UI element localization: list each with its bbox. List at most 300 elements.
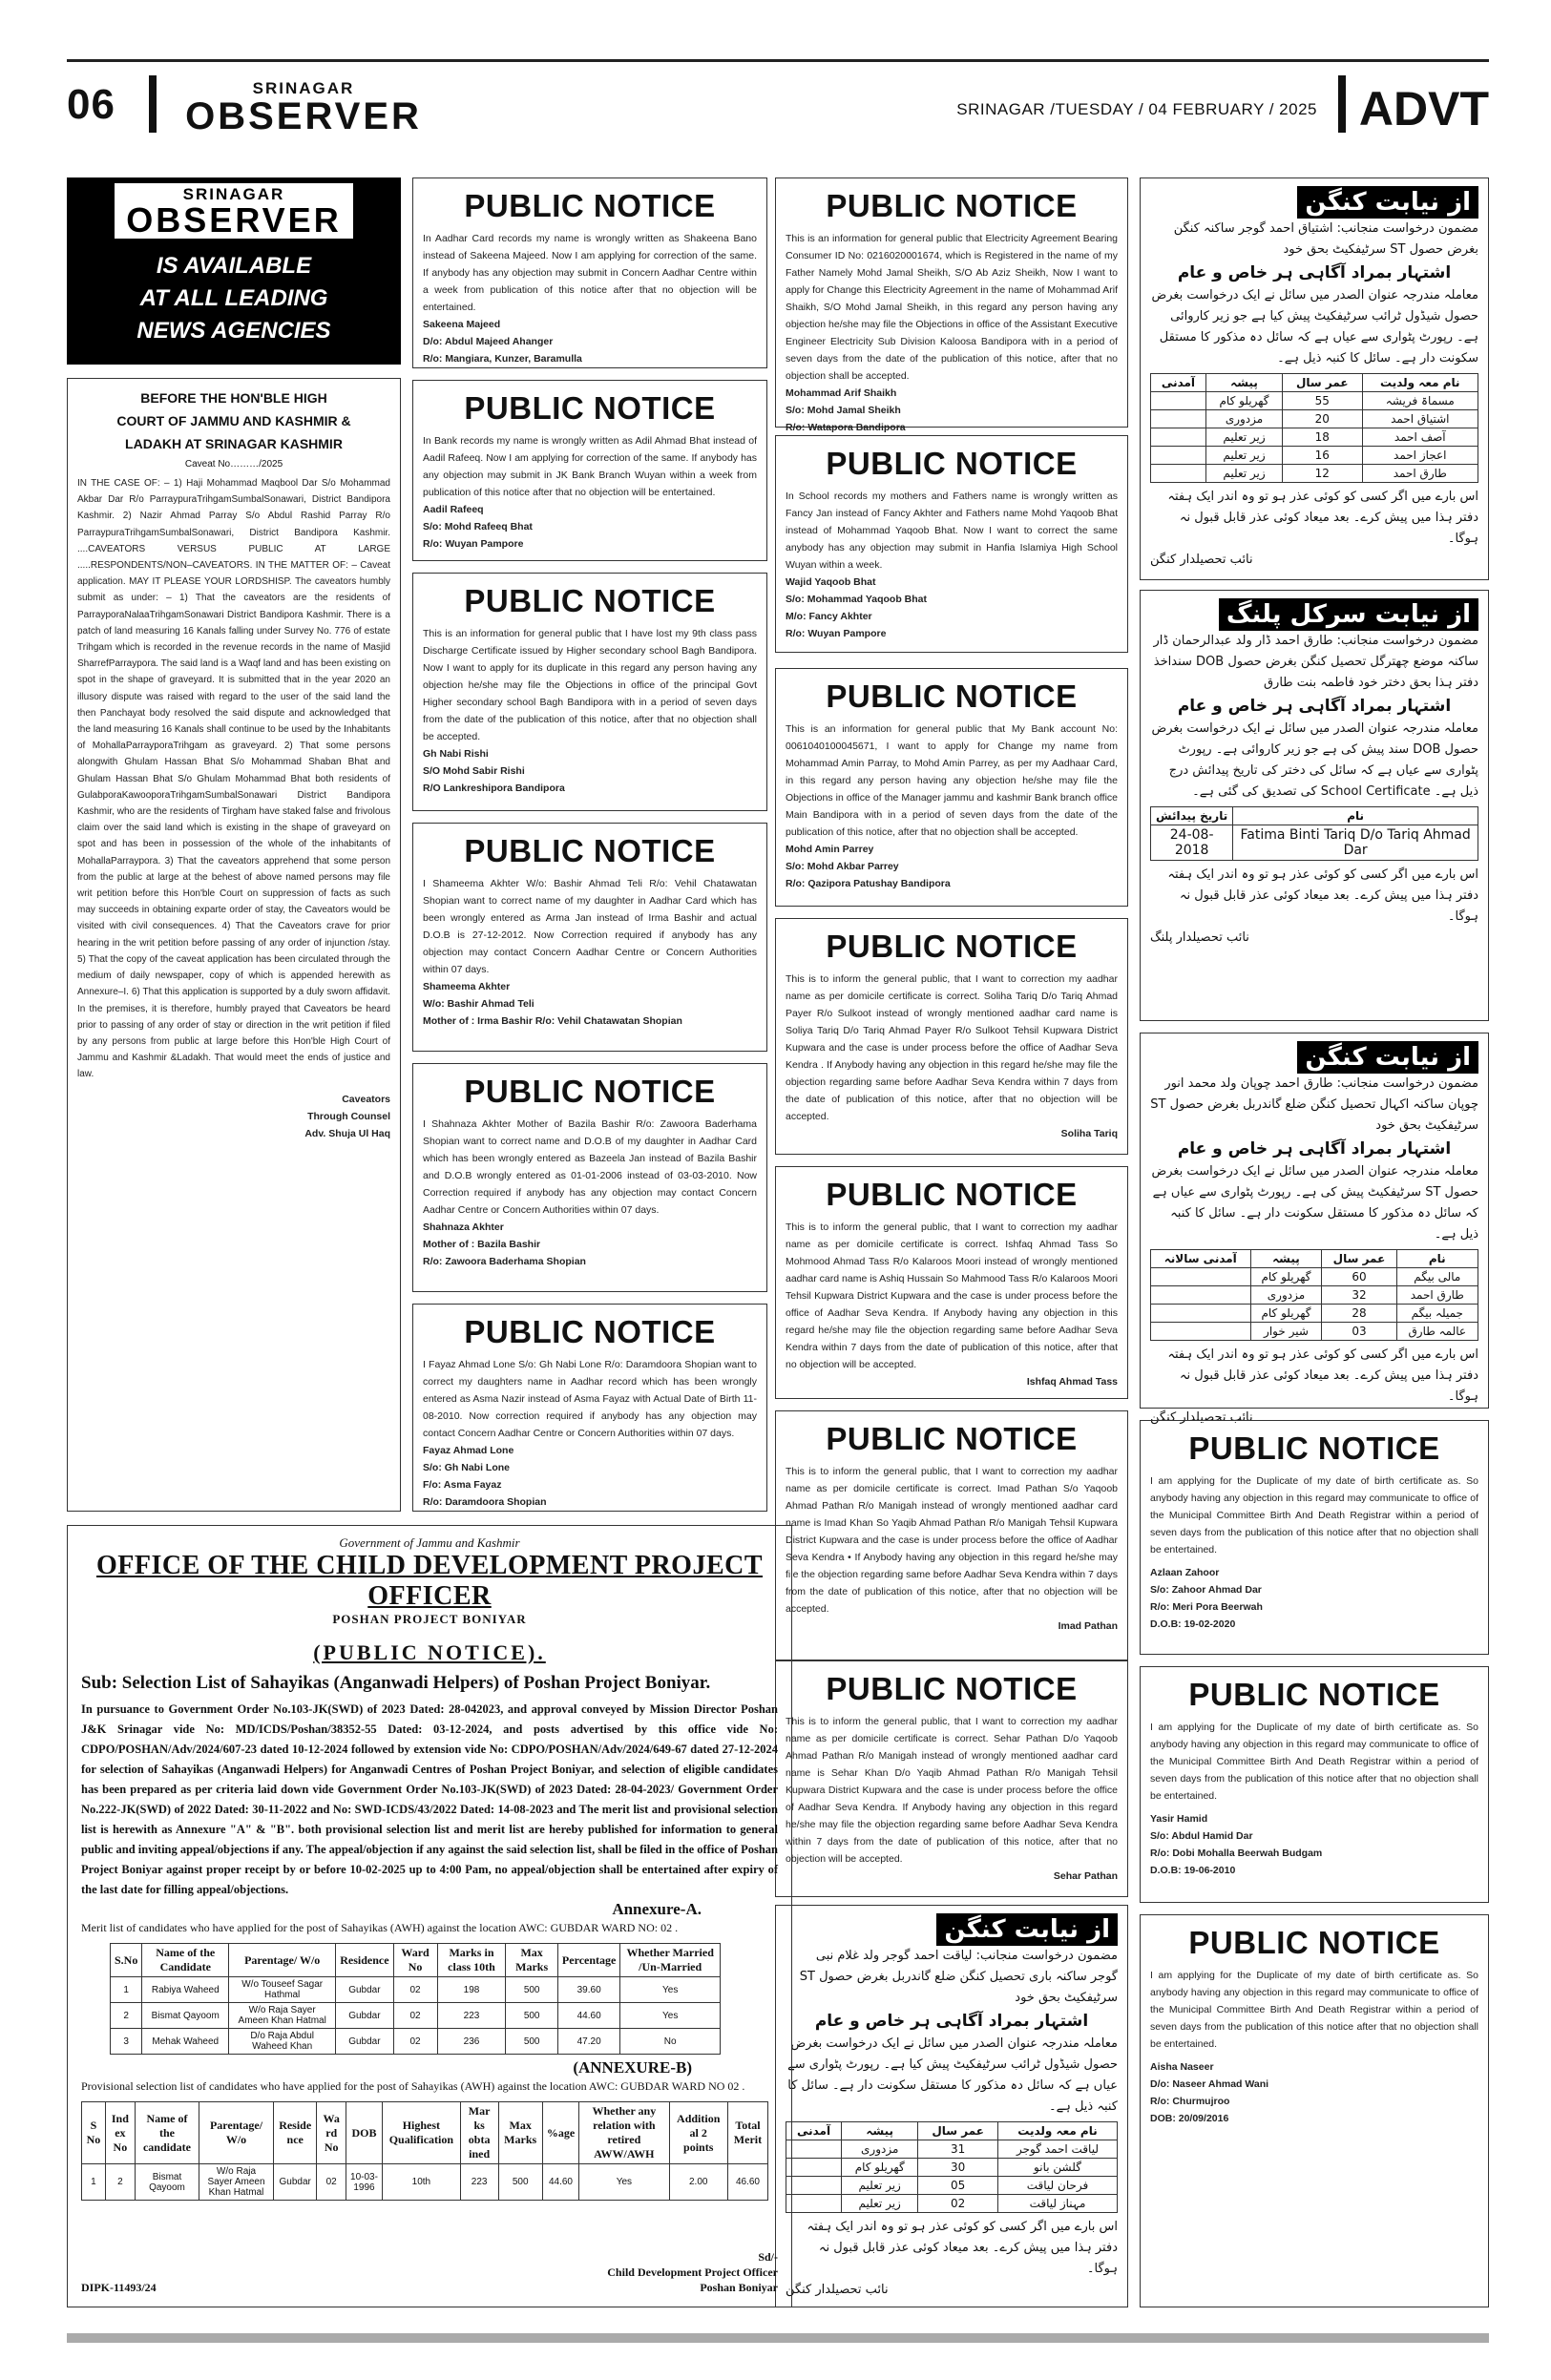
notice-signature: R/o: Wuyan Pampore — [423, 538, 524, 550]
urdu-signature: نائب تحصیلدار کنگن — [1150, 1410, 1253, 1425]
urdu-intro: مضمون درخواست منجانب: طارق احمد ڈار ولد عبدالرحمان ڈار ساکنہ موضع چھترگل تحصیل کنگن بغرض حصول DOB سنداخذ دفتر ہذا بحق دختر خود فاطمہ بنت طارق — [1153, 634, 1478, 690]
table-row — [111, 2029, 721, 2055]
table-row — [1151, 465, 1478, 483]
notice-body: This is to inform the general public, that I want to correction my aadhar name as per domicile certificate is correct. Ishfaq Ahmad Tass So Mohmood Ahmad Tass R/o Kalaroos Moori instead of wrongly mentioned aadhar card name is Ashiq Hussain So Mahmood Tass R/o Kalaroos Moori Tehsil Kupwara District Kupwara and the case is under process before the office of Aadhar Seva Kendra. If Anybody having any objection in this regard he/she may file the objection regarding same before Aadhar Seva Kendra within 7 days from the date of publication of this notice, after that no objection will be accepted. — [786, 1221, 1118, 1370]
table-header: Parentage/ W/o — [199, 2102, 274, 2164]
table-cell: 2 — [111, 2003, 142, 2029]
court-heading: BEFORE THE HON'BLE HIGH — [140, 390, 327, 406]
notice-signature: S/o: Mohd Jamal Sheikh — [786, 405, 901, 416]
notice-title: PUBLIC NOTICE — [464, 390, 716, 426]
notice-title: PUBLIC NOTICE — [464, 1314, 716, 1349]
notice-signature: R/o: Mangiara, Kunzer, Baramulla — [423, 353, 582, 365]
urdu-heading: اشتہار بمراد آگاہی ہر خاص و عام — [1177, 697, 1452, 716]
urdu-notice — [775, 1905, 1128, 2307]
table-cell: Yes — [620, 2003, 721, 2029]
table-cell: Gubdar — [336, 2029, 393, 2055]
table-cell: عالمہ طارق — [1396, 1323, 1478, 1341]
urdu-signature: نائب تحصیلدار پلنگ — [1150, 930, 1249, 945]
table-row — [1151, 447, 1478, 465]
table-cell: Mehak Waheed — [142, 2029, 229, 2055]
notice-signature: R/o: Churmujroo — [1150, 2096, 1230, 2107]
table-cell: گلشن بانو — [997, 2159, 1117, 2177]
notice-subject: Sub: Selection List of Sahayikas (Anganwadi Helpers) of Poshan Project Boniyar. — [81, 1673, 711, 1693]
table-cell: 198 — [437, 1977, 506, 2003]
table-cell — [1151, 1305, 1251, 1323]
table-header: Ward No — [393, 1944, 437, 1977]
table-header: DOB — [346, 2102, 382, 2164]
notice-signature: R/o: Watapora Bandipora — [786, 422, 906, 433]
table-row — [786, 2140, 1118, 2159]
table-cell — [786, 2140, 842, 2159]
table-header: Parentage/ W/o — [229, 1944, 336, 1977]
table-cell: 60 — [1322, 1268, 1396, 1286]
notice-signature: D/o: Naseer Ahmad Wani — [1150, 2078, 1269, 2090]
public-notice — [412, 1304, 767, 1512]
table-header: آمدنی سالانہ — [1151, 1250, 1251, 1268]
notice-body: I Shameema Akhter W/o: Bashir Ahmad Teli R/o: Vehil Chatawatan Shopian want to correct name of my daughter in Aadhar Card which has been wrongly entered as Arma Jan instead of Irma Bashir and actual D.O.B is 27-12-2012. Now Correction required if anybody has any objection may contact Concern Aadhar Centre or Concern Authorities within 07 days. — [423, 878, 757, 975]
urdu-family-table — [1150, 1249, 1478, 1341]
table-cell: 2 — [105, 2164, 135, 2201]
table-cell: 28 — [1322, 1305, 1396, 1323]
table-header: Name of the Candidate — [142, 1944, 229, 1977]
table-cell — [1151, 1268, 1251, 1286]
promo-line: IS AVAILABLE — [156, 253, 312, 279]
table-cell: Bismat Qayoom — [142, 2003, 229, 2029]
urdu-footer: اس بارے میں اگر کسی کو کوئی عذر ہو تو وہ اندر ایک ہفتہ دفتر ہذا میں پیش کرے۔ بعد میعاد کوئی عذر قابل قبول نہ ہوگا۔ — [1167, 867, 1478, 924]
notice-signature: D/o: Abdul Majeed Ahanger — [423, 336, 554, 347]
table-cell: 24-08-2018 — [1151, 825, 1233, 861]
table-cell: 47.20 — [557, 2029, 619, 2055]
notice-signature: Shahnaza Akhter — [423, 1221, 504, 1233]
urdu-family-table — [786, 2121, 1118, 2213]
notice-signature: Azlaan Zahoor — [1150, 1567, 1220, 1578]
table-header: S.No — [111, 1944, 142, 1977]
caveat-body: IN THE CASE OF: – 1) Haji Mohammad Maqbool Dar S/o Mohammad Akbar Dar R/o ParraypuraTrihgamSumbalSonawari, District Bandipora Kashmir. 2) Nazir Ahmad Parray S/o Abdul Rashid Parray R/o ParraypuraTrihgamSumbalSonawari, District Bandipora Kashmir. ....CAVEATORS VERSUS PUBLIC AT LARGE .....RESPONDENTS/NON–CAVEATORS. IN THE MATTER OF: – Caveat application. MAY IT PLEASE YOUR LORDSHISP. The caveators humbly submit as under: – 1) That the caveators are the residents of ParrayporaNalaaTrihgamSonawari District Bandipora Kashmir. There is a patch of land measuring 16 Kanals falling under Survey No. 776 of estate Trihgam which is recorded in the revenue records in the name of Masjid SharrefParraypora. The said land is a Waqf land and has been existing on spot in the shape of graveyard. It is submitted that in the year 2020 an illusory dispute was raised with regard to the user of the said land the then Panchayat body resolved the said dispute and acknowledged that the land measuring 16 Kanals shall continue to be used by the Inhabitants of MohallaParrayporaTrihgam as graveyard. 2) That some persons alongwith Ghulam Hassan Bhat S/o Mohammad Shaban Bhat and Ghulam Hassan Bhat S/o Ghulam Mohammad Bhat both residents of GulabporaKawooporaTrihgamSumbalSonawari District Bandipora Kashmir, who are the residents of Tirgham have staked false and frivolous claim over the said land which is existing in the shape of graveyard on spot and has been in possession of the whole of the inhabitants of MohallaParraypora. 3) That the caveators apprehend that some person from the public at large at the behest of above named persons may file writ petition before this Hon'ble Court on suppression of facts as such may succeeds in obtaining exparte order of stay, the Caveators would be visited with civil consequences. 4) That the Caveators crave for prior hearing in the writ petition before passing of any order of injunction /stay. 5) That the copy of the caveat application has been circulated through the medium of daily newspaper, copy of which is appended herewith as Annexure–I. 6) That this application is supported by a duly sworn affidavit. In the premises, it is therefore, humbly prayed that Caveators be heard prior to passing of any order of stay or direction in the writ petition if filed by any persons from public at large before this Hon'ble High Court of Jammu and Kashmir &Ladakh. That would meet the ends of justice and law. — [77, 478, 390, 1080]
table-row — [1151, 392, 1478, 410]
table-cell: طارق احمد — [1396, 1286, 1478, 1305]
table-cell: Bismat Qayoom — [135, 2164, 199, 2201]
section-label: ADVT — [1358, 82, 1489, 136]
notice-signature: D.O.B: 19-06-2010 — [1150, 1865, 1236, 1876]
table-cell: No — [620, 2029, 721, 2055]
merit-line: Merit list of candidates who have applied for the post of Sahayikas (AWH) against the location AWC: GUBDAR WARD NO: 02 . — [81, 1921, 679, 1934]
signature-line: Through Counsel — [307, 1110, 390, 1122]
table-header: Name of the candidate — [135, 2102, 199, 2164]
brand-logo — [179, 79, 428, 135]
urdu-notice-title: از نیابت کنگن — [1297, 186, 1478, 219]
public-notice — [412, 177, 767, 368]
notice-signature: DOB: 20/09/2016 — [1150, 2113, 1229, 2124]
notice-body: In Aadhar Card records my name is wrongly written as Shakeena Bano instead of Sakeena Majeed. Now I am applying for correction of the same. If anybody has any objection may submit in Concern Aadhar Centre within a week from publication of this notice after that no objection will be entertained. — [423, 233, 757, 313]
brand-name: OBSERVER — [185, 95, 422, 137]
notice-signature: R/o: Qazipora Patushay Bandipora — [786, 878, 951, 889]
notice-signature: Ishfaq Ahmad Tass — [1026, 1376, 1118, 1388]
table-row — [1151, 1323, 1478, 1341]
table-cell: 02 — [393, 2029, 437, 2055]
table-cell: 05 — [918, 2177, 998, 2195]
urdu-footer: اس بارے میں اگر کسی کو کوئی عذر ہو تو وہ اندر ایک ہفتہ دفتر ہذا میں پیش کرے۔ بعد میعاد کوئی عذر قابل قبول نہ ہوگا۔ — [1167, 490, 1478, 546]
table-header: پیشہ — [1250, 1250, 1322, 1268]
table-cell: 55 — [1283, 392, 1363, 410]
notice-title: PUBLIC NOTICE — [464, 833, 716, 868]
table-cell: 46.60 — [727, 2164, 767, 2201]
notice-signature: Aisha Naseer — [1150, 2061, 1214, 2073]
table-cell: W/o Raja Sayer Ameen Khan Hatmal — [229, 2003, 336, 2029]
notice-signature: Imad Pathan — [1058, 1620, 1118, 1632]
table-cell: 500 — [498, 2164, 542, 2201]
public-notice — [775, 177, 1128, 433]
notice-title: PUBLIC NOTICE — [464, 1074, 716, 1109]
notice-signature: R/o: Dobi Mohalla Beerwah Budgam — [1150, 1848, 1323, 1859]
notice-signature: Yasir Hamid — [1150, 1813, 1208, 1825]
table-cell — [1151, 1323, 1251, 1341]
notice-signature: F/o: Asma Fayaz — [423, 1479, 502, 1491]
table-cell: Gubdar — [336, 1977, 393, 2003]
table-cell: مزدوری — [1205, 410, 1282, 428]
table-cell: 236 — [437, 2029, 506, 2055]
table-row — [111, 1977, 721, 2003]
notice-title: PUBLIC NOTICE — [464, 583, 716, 618]
notice-body: I am applying for the Duplicate of my date of birth certificate as. So anybody having any objection in this regard may communicate to office of the Municipal Committee Birth And Death Registrar within a period of seven days from the publication of this notice after that no objection shall be entertained. — [1150, 1475, 1478, 1555]
urdu-signature: نائب تحصیلدار کنگن — [786, 2283, 889, 2297]
table-cell: 12 — [1283, 465, 1363, 483]
urdu-heading: اشتہار بمراد آگاہی ہر خاص و عام — [1177, 263, 1452, 282]
table-cell: Gubdar — [336, 2003, 393, 2029]
table-header: Whether Married /Un-Married — [620, 1944, 721, 1977]
court-heading: LADAKH AT SRINAGAR KASHMIR — [125, 436, 343, 451]
table-cell: گھریلو کام — [842, 2159, 918, 2177]
urdu-notice-title: از نیابت کنگن — [1297, 1041, 1478, 1074]
notice-signature: R/o: Zawoora Baderhama Shopian — [423, 1256, 586, 1267]
urdu-footer: اس بارے میں اگر کسی کو کوئی عذر ہو تو وہ اندر ایک ہفتہ دفتر ہذا میں پیش کرے۔ بعد میعاد کوئی عذر قابل قبول نہ ہوگا۔ — [1167, 1347, 1478, 1404]
table-cell: مزدوری — [842, 2140, 918, 2159]
table-cell: طارق احمد — [1362, 465, 1478, 483]
table-cell: Rabiya Waheed — [142, 1977, 229, 2003]
notice-signature: Sakeena Majeed — [423, 319, 501, 330]
notice-body: I Shahnaza Akhter Mother of Bazila Bashir R/o: Zawoora Baderhama Shopian want to correct name and D.O.B of my daughter in Aadhar Card which has been wrongly entered as Bazeela Jan instead of Bazila Bashir and D.O.B wrongly entered as 01-01-2006 instead of 03-03-2010. Now Correction required if anybody has any objection may contact Concern Aadhar Centre or Concern Authorities within 07 days. — [423, 1118, 757, 1216]
masthead — [67, 59, 1489, 141]
table-row — [1151, 1286, 1478, 1305]
urdu-notice — [1140, 177, 1489, 580]
public-notice — [775, 918, 1128, 1155]
promo-small: SRINAGAR — [182, 185, 285, 203]
urdu-notice — [1140, 590, 1489, 1021]
signature-line: Caveators — [342, 1093, 390, 1105]
public-notice — [775, 1660, 1128, 1897]
table-cell: 02 — [317, 2164, 346, 2201]
table-cell: Fatima Binti Tariq D/o Tariq Ahmad Dar — [1233, 825, 1478, 861]
notice-signature: Wajid Yaqoob Bhat — [786, 576, 876, 588]
table-cell — [1151, 392, 1206, 410]
notice-body: This is an information for general public that I have lost my 9th class pass Discharge Certificate issued by Higher secondary school Bagh Bandipora. Now I want to apply for its duplicate in this regard any person having any objection he/she may file the Objections in office of the principal Govt Higher secondary school Bagh Bandipora with in a period of seven days from the date of the publication of this notice, after that no objection shall be accepted. — [423, 628, 757, 742]
notice-signature: Mohammad Arif Shaikh — [786, 387, 897, 399]
table-header: Wa rd No — [317, 2102, 346, 2164]
table-cell — [1151, 410, 1206, 428]
table-cell: 02 — [393, 2003, 437, 2029]
table-cell: زیر تعلیم — [842, 2177, 918, 2195]
urdu-body: معاملہ مندرجہ عنوان الصدر میں سائل نے ایک درخواست بغرض حصول شیڈول ٹرائب سرٹیفکیٹ پیش کیا ہے۔ رپورٹ پٹواری سے عیاں ہے کہ سائل دہ مذکور کا مستقل سکونت دار ہے۔ سائل کا کنبہ ذیل ہے۔ — [787, 2036, 1118, 2114]
notice-signature: D.O.B: 19-02-2020 — [1150, 1618, 1236, 1630]
table-cell — [786, 2177, 842, 2195]
table-cell: W/o Raja Sayer Ameen Khan Hatmal — [199, 2164, 274, 2201]
table-row — [1151, 410, 1478, 428]
notice-signature: Mother of : Bazila Bashir — [423, 1239, 541, 1250]
table-cell: 44.60 — [557, 2003, 619, 2029]
urdu-footer: اس بارے میں اگر کسی کو کوئی عذر ہو تو وہ اندر ایک ہفتہ دفتر ہذا میں پیش کرے۔ بعد میعاد کوئی عذر قابل قبول نہ ہوگا۔ — [807, 2220, 1118, 2276]
public-notice — [775, 1410, 1128, 1660]
table-header: Whether any relation with retired AWW/AWH — [579, 2102, 669, 2164]
table-cell: لیاقت احمد گوجر — [997, 2140, 1117, 2159]
notice-title: PUBLIC NOTICE — [826, 446, 1078, 481]
notice-signature: R/o: Daramdoora Shopian — [423, 1496, 547, 1508]
notice-signature: S/o: Abdul Hamid Dar — [1150, 1830, 1253, 1842]
table-row — [786, 2159, 1118, 2177]
notice-body: I am applying for the Duplicate of my date of birth certificate as. So anybody having any objection in this regard may communicate to office of the Municipal Committee Birth And Death Registrar within a period of seven days from the publication of this notice after that no objection shall be entertained. — [1150, 1970, 1478, 2050]
table-cell: مہناز لیاقت — [997, 2195, 1117, 2213]
selection-list-table — [81, 2101, 768, 2201]
urdu-body: معاملہ مندرجہ عنوان الصدر میں سائل نے ایک درخواست بغرض حصول DOB سند پیش کی ہے جو زیر کاروائی ہے۔ رپورٹ پٹواری سے عیاں ہے کہ سائل کی دختر کی تاریخ پیدائش درج ذیل ہے۔ School Certificate کی تصدیق کی گئی ہے۔ — [1151, 721, 1478, 799]
table-header: عمر سال — [1322, 1250, 1396, 1268]
notice-body: I am applying for the Duplicate of my date of birth certificate as. So anybody having any objection in this regard may communicate to office of the Municipal Committee Birth And Death Registrar within a period of seven days from the publication of this notice after that no objection shall be entertained. — [1150, 1722, 1478, 1802]
table-row — [786, 2177, 1118, 2195]
notice-signature: Shameema Akhter — [423, 981, 511, 992]
notice-title: PUBLIC NOTICE — [826, 188, 1078, 223]
table-header: آمدنی — [786, 2122, 842, 2140]
table-header: آمدنی — [1151, 374, 1206, 392]
notice-signature: S/o: Mohammad Yaqoob Bhat — [786, 594, 927, 605]
urdu-notice — [1140, 1033, 1489, 1425]
notice-body: In pursuance to Government Order No.103-JK(SWD) of 2023 Dated: 28-042023, and approval conveyed by Mission Director Poshan J&K Srinagar vide No: MD/ICDS/Poshan/38352-55 Dated: 03-12-2024, and posts advertised by this office vide No: CDPO/POSHAN/Adv/2024/607-23 dated 10-12-2024 followed by extension vide No: CDPO/POSHAN/Adv/2024/649-67 dated 27-12-2024 for selection of Sahayikas (Anganwadi Helpers) for Anganwadi Centres of Poshan Project Boniyar, and selection of eligible candidates has been prepared as per criteria laid down vide Government Order No.103-JK(SWD) of 2023 Dated: 28-04-2023/ Government Order No.222-JK(SWD) of 2022 Dated: 30-11-2022 and No: SWD-ICDS/43/2022 Dated: 14-08-2023 and The merit list and provisional selection list is herewith as Annexure "A" & "B". both provisional selection list and merit list are hereby published for information to general public and inviting appeal/objections if any. The appeal/objection if any against the said selection list, shall be filed in the office of Poshan Project Boniyar against proper receipt by or before 10-02-2025 up to 4:00 Pam, no appeal/objection shall be entertained after expiry of the last date for filling appeal/objections. — [81, 1702, 778, 1896]
public-notice — [412, 380, 767, 561]
table-header: عمر سال — [1283, 374, 1363, 392]
table-cell: 18 — [1283, 428, 1363, 447]
table-header: تاریخ پیدائش — [1151, 807, 1233, 825]
table-row — [1151, 1305, 1478, 1323]
notice-body: This is to inform the general public, that I want to correction my aadhar name as per domicile certificate is correct. Imad Pathan S/o Yaqoob Ahmad Pathan R/o Manigah instead of wrongly mentioned aadhar card name is Imad Khan So Yaqib Ahmad Pathan R/o Manigah Tehsil Kupwara District Kupwara and the case is under process before the office of Aadhar Seva Kendra • If Anybody having any objection in this regard he/she may file the objection regarding same before Aadhar Seva Kendra within 7 days from the date of publication of this notice, after that no objection will be accepted. — [786, 1466, 1118, 1615]
notice-title: PUBLIC NOTICE — [1188, 1925, 1440, 1960]
table-header: Marks in class 10th — [437, 1944, 506, 1977]
table-header: Max Marks — [506, 1944, 558, 1977]
notice-body: This is an information for general public that My Bank account No: 0061040100045671, I want to apply for Change my name from Mohammad Amin Parray, to Mohd Amin Parrey, as per my Aadhaar Card, in this regard any person having any objection he/she may file the Objections in office of the Manager jammu and kashmir Bank branch office Main Bandipora with in a period of seven days from the date of the publication of this notice, after that no objection shall be accepted. — [786, 723, 1118, 838]
table-cell: 223 — [437, 2003, 506, 2029]
notice-title: PUBLIC NOTICE — [826, 929, 1078, 964]
notice-title: PUBLIC NOTICE — [826, 679, 1078, 714]
notice-title: PUBLIC NOTICE — [826, 1421, 1078, 1456]
table-cell: 02 — [918, 2195, 998, 2213]
table-header: Residence — [336, 1944, 393, 1977]
annexure-b-label: (ANNEXURE-B) — [573, 2058, 692, 2077]
table-header: Reside nce — [273, 2102, 317, 2164]
table-header: Total Merit — [727, 2102, 767, 2164]
table-cell: 44.60 — [542, 2164, 578, 2201]
table-cell: Yes — [620, 1977, 721, 2003]
signature-office: Poshan Boniyar — [700, 2281, 778, 2294]
table-header: پیشہ — [1205, 374, 1282, 392]
table-cell: 30 — [918, 2159, 998, 2177]
public-notice — [775, 435, 1128, 653]
notice-body: In Bank records my name is wrongly written as Adil Ahmad Bhat instead of Aadil Rafeeq. Now I am applying for correction of the same. If anybody has any objection may submit in JK Bank Branch Wuyan within a week from publication of this notice after that no objection will be entertained. — [423, 435, 757, 498]
table-header: %age — [542, 2102, 578, 2164]
public-notice — [1140, 1420, 1489, 1655]
provisional-line: Provisional selection list of candidates who have applied for the post of Sahayikas (AWH) against the location AWC: GUBDAR WARD NO 02 . — [81, 2079, 745, 2093]
notice-signature: S/O Mohd Sabir Rishi — [423, 765, 525, 777]
table-cell — [786, 2159, 842, 2177]
table-cell: مزدوری — [1250, 1286, 1322, 1305]
table-row — [1151, 428, 1478, 447]
public-notice — [412, 1063, 767, 1292]
notice-signature: M/o: Fancy Akhter — [786, 611, 872, 622]
urdu-heading: اشتہار بمراد آگاہی ہر خاص و عام — [1177, 1139, 1452, 1159]
merit-list-table — [110, 1943, 721, 2055]
public-notice — [412, 823, 767, 1052]
table-cell: آصف احمد — [1362, 428, 1478, 447]
notice-signature: Gh Nabi Rishi — [423, 748, 489, 760]
urdu-notice-title: از نیابت کنگن — [936, 1913, 1118, 1946]
footer-bar — [67, 2333, 1489, 2343]
table-header: Percentage — [557, 1944, 619, 1977]
table-header: نام — [1396, 1250, 1478, 1268]
table-header: S No — [82, 2102, 106, 2164]
table-cell: زیر تعلیم — [1205, 447, 1282, 465]
notice-body: In School records my mothers and Fathers name is wrongly written as Fancy Jan instead of Fancy Akhter and Fathers name Mohd Yaqoob Bhat instead of Mohammad Yaqoob Bhat. Now I want to correct the same anybody has any objection may submit in Hanfia Islamiya High School Wuyan within a week. — [786, 491, 1118, 571]
urdu-notice-title: از نیابت سرکل پلنگ — [1219, 598, 1478, 631]
table-cell: 500 — [506, 2003, 558, 2029]
urdu-body: معاملہ مندرجہ عنوان الصدر میں سائل نے ایک درخواست بغرض حصول شیڈول ٹرائب سرٹیفکیٹ پیش کیا ہے جو زیر کاروائی ہے۔ رپورٹ پٹواری سے عیاں ہے کہ سائل دہ مذکور کا مستقل سکونت دار ہے۔ سائل کا کنبہ ذیل ہے۔ — [1151, 288, 1478, 365]
table-cell — [1151, 465, 1206, 483]
table-cell: 2.00 — [669, 2164, 727, 2201]
notice-signature: R/O Lankreshipora Bandipora — [423, 783, 565, 794]
court-caveat-notice — [67, 378, 401, 1512]
urdu-signature: نائب تحصیلدار کنگن — [1150, 553, 1253, 567]
table-header: Max Marks — [498, 2102, 542, 2164]
table-cell: 3 — [111, 2029, 142, 2055]
urdu-body: معاملہ مندرجہ عنوان الصدر میں سائل نے ایک درخواست بغرض حصول ST سرٹیفکیٹ پیش کی ہے۔ رپورٹ پٹواری سے عیاں ہے کہ سائل دہ مذکور کا مستقل سکونت دار ہے۔ سائل کا کنبہ ذیل ہے۔ — [1151, 1164, 1478, 1242]
promo-logo — [115, 183, 353, 239]
notice-heading: (PUBLIC NOTICE). — [313, 1640, 546, 1664]
promo-line: NEWS AGENCIES — [136, 318, 331, 344]
notice-body: This is to inform the general public, that I want to correction my aadhar name as per domicile certificate is correct. Soliha Tariq D/o Tariq Ahmad Payer R/o Sulkoot instead of wrongly mentioned aadhar card name is Soliya Tariq D/o Tariq Ahmad Payer R/o Sulkoot Tehsil Kupwara District Kupwara and the case is under process before the office of Aadhar Seva Kendra . If Anybody having any objection in this regard he/she may file the objection regarding same before Aadhar Seva Kendra within 7 days from the date of publication of this notice, after that no objection will be accepted. — [786, 973, 1118, 1122]
table-cell: زیر تعلیم — [1205, 428, 1282, 447]
table-cell: 32 — [1322, 1286, 1396, 1305]
table-cell: 1 — [111, 1977, 142, 2003]
notice-signature: R/o: Wuyan Pampore — [786, 628, 887, 639]
table-cell: مسماۃ فریشہ — [1362, 392, 1478, 410]
table-row — [82, 2164, 768, 2201]
notice-title: PUBLIC NOTICE — [1188, 1677, 1440, 1712]
table-cell — [1151, 447, 1206, 465]
table-cell: 500 — [506, 2029, 558, 2055]
urdu-intro: مضمون درخواست منجانب: اشتیاق احمد گوجر ساکنہ کنگن بغرض حصول ST سرٹیفکیٹ بحق خود — [1173, 221, 1478, 257]
table-cell — [1151, 428, 1206, 447]
signature-line: Adv. Shuja Ul Haq — [304, 1127, 390, 1139]
cdpo-public-notice — [67, 1525, 792, 2307]
table-cell: Yes — [579, 2164, 669, 2201]
table-cell: گھریلو کام — [1250, 1268, 1322, 1286]
table-row — [1151, 825, 1478, 861]
notice-signature: R/o: Meri Pora Beerwah — [1150, 1601, 1263, 1613]
table-cell: فرحان لیاقت — [997, 2177, 1117, 2195]
table-row — [1151, 1268, 1478, 1286]
table-cell: D/o Raja Abdul Waheed Khan — [229, 2029, 336, 2055]
table-cell: 20 — [1283, 410, 1363, 428]
dateline: SRINAGAR /TUESDAY / 04 FEBRUARY / 2025 — [956, 100, 1317, 118]
urdu-intro: مضمون درخواست منجانب: لیاقت احمد گوجر ولد غلام نبی گوجر ساکنہ باری تحصیل کنگن ضلع گاندربل بغرض حصول ST سرٹیفکیٹ بحق خود — [799, 1949, 1118, 2005]
notice-title: PUBLIC NOTICE — [464, 188, 716, 223]
table-cell: زیر تعلیم — [842, 2195, 918, 2213]
notice-signature: S/o: Mohd Rafeeq Bhat — [423, 521, 533, 532]
notice-title: PUBLIC NOTICE — [1188, 1430, 1440, 1466]
table-cell: 10-03-1996 — [346, 2164, 382, 2201]
caveat-no: Caveat No………/2025 — [184, 459, 283, 470]
notice-signature: Aadil Rafeeq — [423, 504, 484, 515]
notice-signature: S/o: Mohd Akbar Parrey — [786, 861, 899, 872]
notice-title: PUBLIC NOTICE — [826, 1671, 1078, 1706]
court-heading: COURT OF JAMMU AND KASHMIR & — [116, 413, 351, 428]
urdu-heading: اشتہار بمراد آگاہی ہر خاص و عام — [814, 2012, 1089, 2031]
table-cell: W/o Touseef Sagar Hathmal — [229, 1977, 336, 2003]
table-cell: اشتیاق احمد — [1362, 410, 1478, 428]
urdu-intro: مضمون درخواست منجانب: طارق احمد چوپان ولد محمد انور چوپان ساکنہ اکہال تحصیل کنگن ضلع گاندربل بغرض حصول ST سرٹیفکیٹ بحق خود — [1150, 1076, 1478, 1133]
table-cell: 03 — [1322, 1323, 1396, 1341]
notice-signature: Fayaz Ahmad Lone — [423, 1445, 514, 1456]
table-header: Mar ks obta ined — [460, 2102, 498, 2164]
promo-box — [67, 177, 401, 365]
table-cell: 223 — [460, 2164, 498, 2201]
table-cell: 500 — [506, 1977, 558, 2003]
table-cell: گھریلو کام — [1250, 1305, 1322, 1323]
table-cell — [1151, 1286, 1251, 1305]
notice-body: This is to inform the general public, that I want to correction my aadhar name as per domicile certificate is correct. Sehar Pathan D/o Yaqoob Ahmad Pathan R/o Manigah instead of wrongly mentioned aadhar card name is Sehar Khan D/o Yaqib Ahmad Pathan R/o Manigah Tehsil Kupwara District Kupwara and the case is under process before the office of Aadhar Seva Kendra. If Anybody having any objection in this regard he/she may file the objection regarding same before Aadhar Seva Kendra within 7 days from the date of publication of this notice, after that no objection will be accepted. — [786, 1716, 1118, 1865]
project-name: POSHAN PROJECT BONIYAR — [332, 1612, 527, 1626]
table-cell: جمیلہ بیگم — [1396, 1305, 1478, 1323]
table-header: Highest Qualification — [383, 2102, 461, 2164]
notice-signature: Mother of : Irma Bashir R/o: Vehil Chatawatan Shopian — [423, 1015, 682, 1027]
table-cell: 02 — [393, 1977, 437, 2003]
promo-name: OBSERVER — [126, 200, 342, 240]
table-cell: زیر تعلیم — [1205, 465, 1282, 483]
notice-signature: Soliha Tariq — [1060, 1128, 1118, 1139]
notice-body: I Fayaz Ahmad Lone S/o: Gh Nabi Lone R/o: Daramdoora Shopian want to correct my daughters name in Aadhar record which has been wrongly entered as Asma Nazir instead of Asma Fayaz with Actual Date of Birth 11-08-2010. Now correction required if anybody has any objection may contact Concern Aadhar Centre or Concern Authorities within 07 days. — [423, 1359, 757, 1439]
table-cell: گھریلو کام — [1205, 392, 1282, 410]
brand-small: SRINAGAR — [252, 79, 355, 97]
notice-signature: W/o: Bashir Ahmad Teli — [423, 998, 534, 1010]
page-number: 06 — [67, 81, 115, 128]
table-cell: شیر خوار — [1250, 1323, 1322, 1341]
urdu-dob-table — [1150, 806, 1478, 861]
table-cell: 10th — [383, 2164, 461, 2201]
public-notice — [775, 668, 1128, 907]
table-cell: مالی بیگم — [1396, 1268, 1478, 1286]
table-header: نام معہ ولدیت — [1362, 374, 1478, 392]
notice-title: PUBLIC NOTICE — [826, 1177, 1078, 1212]
table-cell: Gubdar — [273, 2164, 317, 2201]
office-title: OFFICE OF THE CHILD DEVELOPMENT PROJECT OFFICER — [95, 1551, 764, 1611]
table-header: نام — [1233, 807, 1478, 825]
public-notice — [1140, 1666, 1489, 1903]
table-row — [786, 2195, 1118, 2213]
annexure-a-label: Annexure-A. — [612, 1900, 702, 1918]
public-notice — [412, 573, 767, 811]
promo-line: AT ALL LEADING — [139, 285, 328, 311]
urdu-family-table — [1150, 373, 1478, 483]
notice-signature: Mohd Amin Parrey — [786, 844, 874, 855]
government-label: Government of Jammu and Kashmir — [339, 1535, 520, 1550]
notice-signature: S/o: Zahoor Ahmad Dar — [1150, 1584, 1262, 1596]
sd-mark: Sd/- — [758, 2250, 778, 2264]
table-header: نام معہ ولدیت — [997, 2122, 1117, 2140]
signature-title: Child Development Project Officer — [607, 2265, 778, 2279]
divider — [1338, 75, 1346, 133]
